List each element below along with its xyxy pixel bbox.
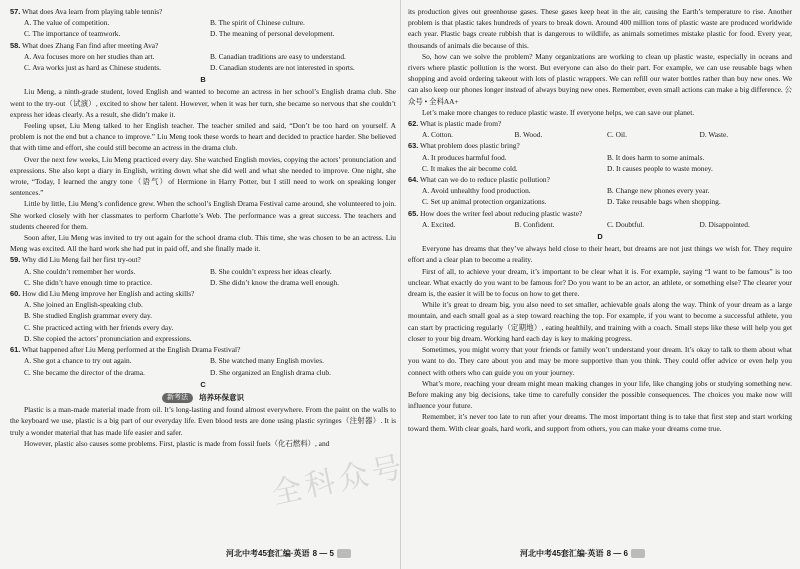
option: D. Canadian students are not interested in sports. xyxy=(210,63,355,73)
footer-right xyxy=(520,548,645,559)
options-59 xyxy=(10,266,396,288)
options-57 xyxy=(10,17,396,39)
passage-c-cont-p2: So, how can we solve the problem? Many organizations are working to clean up plastic waste, especially in oceans and rivers where plastic pollution is the worst. But everyone can also do their part. For example, we can use reusable bags when shopping and avoid ordering takeout with lots of plastic wrappers. We can refill our water bottles rather than buy new ones. We can also keep our phones longer instead of always buying new ones. Remember, even small actions can make a big difference. 公众号 • 全科AA+ xyxy=(408,51,792,106)
option: D. Waste. xyxy=(699,130,729,140)
option: C. She didn’t have enough time to practice. xyxy=(24,277,153,287)
options-64 xyxy=(408,185,792,207)
option: A. She got a chance to try out again. xyxy=(24,356,132,366)
page-number: 8 — 6 xyxy=(606,549,628,558)
footer-title: 河北中考45套汇编·英语 xyxy=(226,549,310,558)
options-63 xyxy=(408,152,792,174)
option: D. Take reusable bags when shopping. xyxy=(607,197,721,207)
new-method-badge: 新考法 xyxy=(162,393,193,403)
passage-c-cont-p3: Let’s make more changes to reduce plastic waste. If everyone helps, we can save our planet. xyxy=(422,107,695,117)
options-65 xyxy=(408,219,792,230)
option: C. It makes the air become cold. xyxy=(422,163,518,173)
option: A. It produces harmful food. xyxy=(422,152,507,162)
passage-d-p6: Remember, it’s never too late to run after your dreams. The most important thing is to take that first step and start working toward them. With clear goals, hard work, and support from others, you can make your dreams come true. xyxy=(408,412,792,433)
watermark: 全科众号 xyxy=(268,449,409,512)
question-57: 57. What does Ava learn from playing table tennis? xyxy=(10,7,163,16)
passage-d-p1: Everyone has dreams that they’ve always held close to their heart, but dreams are not just things we wish for. They require effort and a clear plan to become a reality. xyxy=(408,244,792,265)
section-c-tagline xyxy=(10,392,396,403)
question-65: 65. How does the writer feel about reducing plastic waste? xyxy=(408,208,583,218)
question-59: 59. Why did Liu Meng fail her first try-out? xyxy=(10,255,141,265)
right-column xyxy=(408,6,792,434)
option: B. She couldn’t express her ideas clearly. xyxy=(210,266,332,276)
option: A. She joined an English-speaking club. xyxy=(24,300,143,310)
option: B. The spirit of Chinese culture. xyxy=(210,18,305,28)
passage-b-p5: Soon after, Liu Meng was invited to try out again for the school drama club. This time, she was chosen to be an actress. Liu Meng was excited. All the hard work she had put in paid off, and she finally made it. xyxy=(10,233,396,254)
section-b-heading: B xyxy=(200,75,206,85)
passage-d-p2: First of all, to achieve your dream, it’s important to be clear what it is. For example, saying “I want to be famous” is too unclear. What exactly do you want to be famous for? Do you want to be an actor, an athlete, or something else? The clearer your dream is, the easier it will be to focus on how to get there. xyxy=(408,266,792,299)
options-62 xyxy=(408,129,792,140)
option: B. Wood. xyxy=(514,130,543,140)
passage-c-p2: However, plastic also causes some problems. First, plastic is made from fossil fuels（化石燃料）, and xyxy=(24,438,330,448)
option: C. Oil. xyxy=(607,130,627,140)
section-c-theme: 培养环保意识 xyxy=(199,392,244,402)
option: D. She didn’t know the drama well enough. xyxy=(210,277,339,287)
passage-b-p3: Over the next few weeks, Liu Meng practiced every day. She watched English movies, copying the actors’ pronunciation and expressions. She also kept a diary in English, writing down what she did well and what she needed to improve. One night, she wrote, “Today, I learned the angry tone（语气）of Hermione in Harry Potter, but I still need to work on speaking longer sentences.” xyxy=(10,154,396,198)
option: A. The value of competition. xyxy=(24,18,110,28)
passage-c-cont-p1: its production gives out greenhouse gases. These gases keep heat in the air, causing the Earth’s temperature to rise. Another problem is that plastic takes hundreds of years to break down. Around 400 million tons of plastic waste are produced worldwide each year. Plastic bags create rubbish that is dangerous to wildlife, as animals sometimes mistake plastic for food. Every year, thousands of animals die because of this. xyxy=(408,7,792,50)
publisher-logo-icon xyxy=(631,549,645,558)
options-60 xyxy=(10,299,396,344)
option: D. She copied the actors’ pronunciation and expressions. xyxy=(24,333,192,343)
option: B. She watched many English movies. xyxy=(210,356,324,366)
question-61: 61. What happened after Liu Meng performed at the English Drama Festival? xyxy=(10,345,241,355)
question-63: 63. What problem does plastic bring? xyxy=(408,141,520,151)
passage-d-p4: Sometimes, you might worry that your friends or family won’t understand your dream. It’s okay to talk to them about what you want to do. They care about you and may be more supportive than you think. They could offer advice or even help you connect with others who can guide you on your journey. xyxy=(408,345,792,377)
option: C. Doubtful. xyxy=(607,219,645,229)
options-61 xyxy=(10,355,396,377)
option: A. Excited. xyxy=(422,219,456,229)
option: C. Set up animal protection organizations. xyxy=(422,197,547,207)
option: A. Cotton. xyxy=(422,130,454,140)
option: A. Avoid unhealthy food production. xyxy=(422,186,531,196)
options-58 xyxy=(10,51,396,73)
publisher-logo-icon xyxy=(337,549,351,558)
passage-c-p1: Plastic is a man-made material made from oil. It’s long-lasting and found almost everywhere. From the paint on the walls to the keyboard we use, plastic is a big part of our everyday life. Even blood tests are done using plastic syringes（注射器）. It is truly a wonder material that has made life easier and safer. xyxy=(10,405,396,437)
question-62: 62. What is plastic made from? xyxy=(408,119,502,129)
option: D. The meaning of personal development. xyxy=(210,29,335,39)
option: C. She became the director of the drama. xyxy=(24,367,145,377)
section-c-heading: C xyxy=(200,379,206,389)
question-64: 64. What can we do to reduce plastic pollution? xyxy=(408,175,550,185)
option: C. The importance of teamwork. xyxy=(24,29,121,39)
passage-d-p3: While it’s great to dream big, you also need to set smaller, achievable goals along the way. Think of your dream as a large mountain, and each small goal as a step toward reaching the top. For example, if you want to become a successful athlete, you can start by practicing regularly（定期地）, eating healthily, and training with a coach. Small steps like these will help you get closer to your big dream. Working hard each day is key to making progress. xyxy=(408,300,792,343)
option: B. She studied English grammar every day. xyxy=(24,311,153,321)
option: C. Ava works just as hard as Chinese students. xyxy=(24,63,161,73)
left-column xyxy=(10,6,396,449)
option: C. She practiced acting with her friends every day. xyxy=(24,322,174,332)
passage-b-p1: Liu Meng, a ninth-grade student, loved English and wanted to become an actress in her school’s English drama club. She went to the try-out（试演）, excited to show her talent. However, when it was her turn, she became so nervous that she couldn’t express her ideas clearly. As a result, she didn’t make it. xyxy=(10,87,396,119)
option: B. Confident. xyxy=(514,219,555,229)
section-d-heading: D xyxy=(597,232,603,242)
option: D. It causes people to waste money. xyxy=(607,163,713,173)
passage-d-p5: What’s more, reaching your dream might mean making changes in your life, like changing jobs or studying something new. Before making any big decisions, take time to carefully consider the possible consequences. The choices you make now will influence your future. xyxy=(408,378,792,411)
option: D. Disappointed. xyxy=(699,219,750,229)
option: B. Change new phones every year. xyxy=(607,186,710,196)
page-number: 8 — 5 xyxy=(312,549,334,558)
question-58: 58. What does Zhang Fan find after meeting Ava? xyxy=(10,40,159,50)
footer-title: 河北中考45套汇编·英语 xyxy=(520,549,604,558)
passage-b-p4: Little by little, Liu Meng’s confidence grew. When the school’s English Drama Festival came around, she volunteered to join. She worked closely with her classmates to perform Charlotte’s Web. The performance was a great success. The teachers and students cheered for them. xyxy=(10,199,396,231)
footer-left xyxy=(226,548,351,559)
option: A. Ava focuses more on her studies than art. xyxy=(24,51,155,61)
passage-b-p2: Feeling upset, Liu Meng talked to her English teacher. The teacher smiled and said, “Don’t be too hard on yourself. A problem is not the end but a chance to improve.” Liu Meng took these words to heart and decided to practice harder. She believed that with time and effort, she could still become an actress in the drama club. xyxy=(10,121,396,153)
option: B. Canadian traditions are easy to understand. xyxy=(210,51,346,61)
option: A. She couldn’t remember her words. xyxy=(24,266,136,276)
question-60: 60. How did Liu Meng improve her English and acting skills? xyxy=(10,289,195,299)
option: B. It does harm to some animals. xyxy=(607,152,705,162)
option: D. She organized an English drama club. xyxy=(210,367,331,377)
